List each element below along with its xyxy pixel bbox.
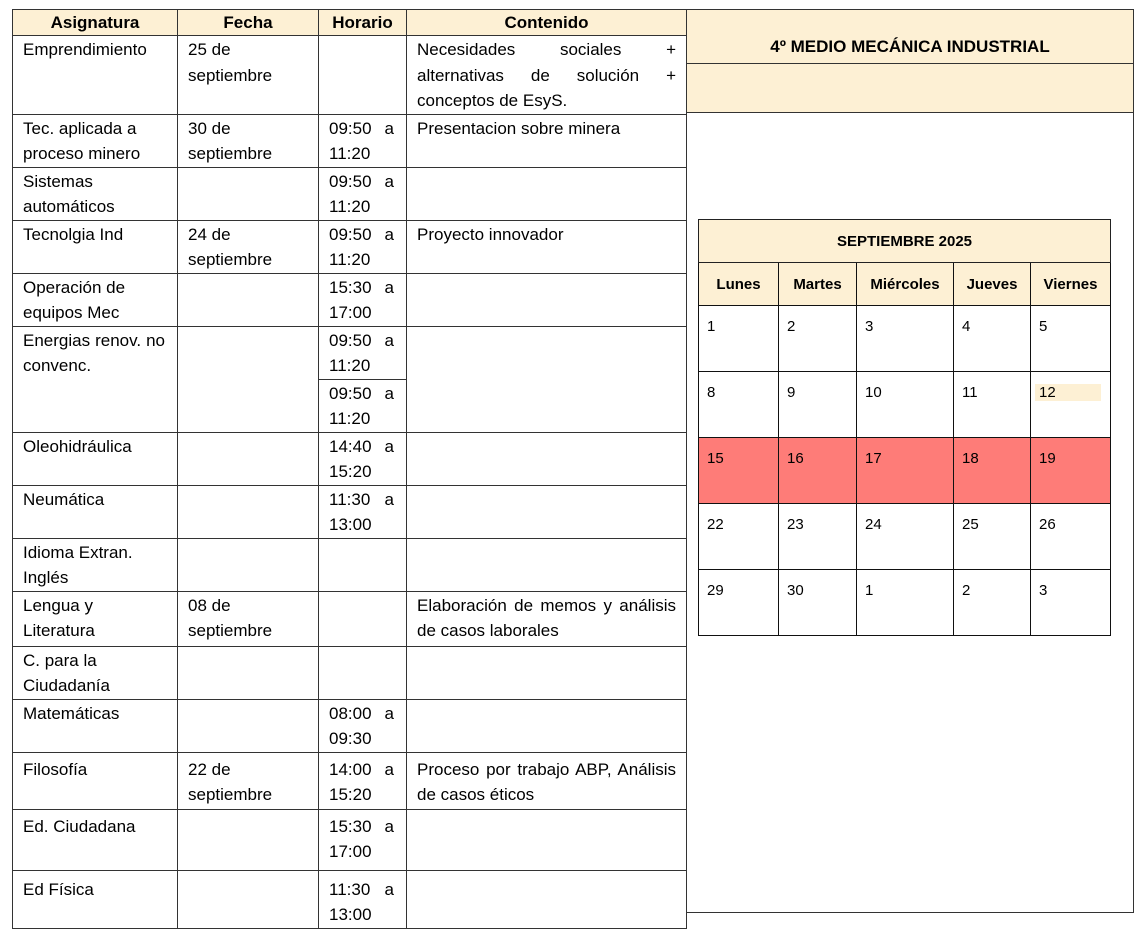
cell-fecha <box>178 646 319 699</box>
calendar-day: 1 <box>857 570 954 636</box>
schedule-table <box>12 9 687 929</box>
cell-contenido <box>407 538 687 591</box>
cell-contenido: Presentacion sobre minera <box>407 114 687 167</box>
cell-contenido <box>407 485 687 538</box>
table-row <box>13 591 687 646</box>
calendar-day: 17 <box>857 438 954 504</box>
calendar-week-2 <box>699 372 1111 438</box>
cell-contenido: Elaboración de memos y análisis de casos laborales <box>407 591 687 646</box>
calendar-day: 30 <box>779 570 857 636</box>
cell-fecha: 25 de septiembre <box>178 36 319 115</box>
cell-horario-2: 09:50 a 11:20 <box>319 379 407 432</box>
cell-horario: 11:30 a 13:00 <box>319 485 407 538</box>
calendar-day: 5 <box>1031 306 1111 372</box>
dayname-jueves: Jueves <box>954 263 1031 306</box>
calendar-day: 25 <box>954 504 1031 570</box>
cell-fecha: 08 de septiembre <box>178 591 319 646</box>
cell-horario: 09:50 a 11:20 <box>319 114 407 167</box>
cell-asignatura: Tec. aplicada a proceso minero <box>13 114 178 167</box>
marked-day-label: 12 <box>1035 384 1101 401</box>
table-row <box>13 432 687 485</box>
cell-asignatura: C. para la Ciudadanía <box>13 646 178 699</box>
calendar-day: 10 <box>857 372 954 438</box>
header-asignatura: Asignatura <box>13 10 178 36</box>
calendar-title: SEPTIEMBRE 2025 <box>699 220 1111 263</box>
calendar-day: 19 <box>1031 438 1111 504</box>
cell-asignatura: Lengua y Literatura <box>13 591 178 646</box>
calendar-day: 23 <box>779 504 857 570</box>
cell-asignatura: Tecnolgia Ind <box>13 220 178 273</box>
frame-bottom-border <box>686 912 1134 913</box>
cell-horario: 09:50 a 11:20 <box>319 326 407 379</box>
cell-horario: 15:30 a 17:00 <box>319 809 407 870</box>
calendar-table <box>698 219 1111 636</box>
cell-contenido: Proceso por trabajo ABP, Análisis de casos éticos <box>407 752 687 809</box>
cell-contenido <box>407 167 687 220</box>
calendar-day-marked <box>1031 372 1111 438</box>
cell-fecha: 30 de septiembre <box>178 114 319 167</box>
calendar-day: 15 <box>699 438 779 504</box>
title-divider <box>687 63 1133 64</box>
cell-asignatura: Emprendimiento <box>13 36 178 115</box>
calendar-week-3-highlighted <box>699 438 1111 504</box>
calendar-day: 4 <box>954 306 1031 372</box>
cell-fecha <box>178 699 319 752</box>
calendar-week-1 <box>699 306 1111 372</box>
calendar-day: 24 <box>857 504 954 570</box>
table-row <box>13 220 687 273</box>
table-row <box>13 699 687 752</box>
course-title-box <box>686 9 1134 113</box>
cell-horario: 11:30 a 13:00 <box>319 870 407 928</box>
cell-fecha: 22 de septiembre <box>178 752 319 809</box>
calendar-day: 1 <box>699 306 779 372</box>
calendar-day: 2 <box>779 306 857 372</box>
header-fecha: Fecha <box>178 10 319 36</box>
frame-right-border <box>1133 113 1134 913</box>
calendar-week-4 <box>699 504 1111 570</box>
table-row <box>13 538 687 591</box>
cell-contenido <box>407 646 687 699</box>
cell-horario <box>319 591 407 646</box>
table-row <box>13 870 687 928</box>
cell-horario: 09:50 a 11:20 <box>319 167 407 220</box>
cell-horario: 14:00 a 15:20 <box>319 752 407 809</box>
cell-contenido <box>407 273 687 326</box>
calendar-day: 11 <box>954 372 1031 438</box>
table-row <box>13 36 687 115</box>
cell-fecha <box>178 326 319 432</box>
calendar-day: 22 <box>699 504 779 570</box>
dayname-martes: Martes <box>779 263 857 306</box>
table-row <box>13 167 687 220</box>
cell-asignatura: Ed Física <box>13 870 178 928</box>
cell-horario <box>319 36 407 115</box>
table-row <box>13 485 687 538</box>
cell-fecha <box>178 538 319 591</box>
calendar-day: 8 <box>699 372 779 438</box>
cell-horario: 14:40 a 15:20 <box>319 432 407 485</box>
dayname-miercoles: Miércoles <box>857 263 954 306</box>
cell-contenido <box>407 870 687 928</box>
dayname-lunes: Lunes <box>699 263 779 306</box>
calendar-day: 3 <box>1031 570 1111 636</box>
cell-asignatura: Neumática <box>13 485 178 538</box>
schedule-header-row <box>13 10 687 36</box>
cell-horario <box>319 538 407 591</box>
cell-contenido <box>407 432 687 485</box>
header-contenido: Contenido <box>407 10 687 36</box>
course-title: 4º MEDIO MECÁNICA INDUSTRIAL <box>770 37 1050 56</box>
cell-fecha <box>178 167 319 220</box>
table-row <box>13 752 687 809</box>
dayname-viernes: Viernes <box>1031 263 1111 306</box>
cell-asignatura: Sistemas automáticos <box>13 167 178 220</box>
cell-contenido: Necesidades sociales + alternativas de solución + conceptos de EsyS. <box>407 36 687 115</box>
cell-asignatura: Operación de equipos Mec <box>13 273 178 326</box>
cell-asignatura: Ed. Ciudadana <box>13 809 178 870</box>
header-horario: Horario <box>319 10 407 36</box>
cell-fecha <box>178 273 319 326</box>
cell-asignatura: Matemáticas <box>13 699 178 752</box>
calendar-day: 16 <box>779 438 857 504</box>
cell-horario: 09:50 a 11:20 <box>319 220 407 273</box>
cell-asignatura: Energias renov. no convenc. <box>13 326 178 432</box>
cell-fecha <box>178 809 319 870</box>
cell-horario: 15:30 a 17:00 <box>319 273 407 326</box>
calendar-day: 9 <box>779 372 857 438</box>
cell-asignatura: Filosofía <box>13 752 178 809</box>
table-row <box>13 114 687 167</box>
calendar-week-5 <box>699 570 1111 636</box>
cell-contenido <box>407 699 687 752</box>
cell-fecha: 24 de septiembre <box>178 220 319 273</box>
calendar-day: 26 <box>1031 504 1111 570</box>
calendar-day: 29 <box>699 570 779 636</box>
cell-fecha <box>178 485 319 538</box>
calendar-day: 18 <box>954 438 1031 504</box>
cell-fecha <box>178 870 319 928</box>
table-row <box>13 646 687 699</box>
cell-asignatura: Oleohidráulica <box>13 432 178 485</box>
cell-contenido <box>407 326 687 432</box>
calendar-title-row <box>699 220 1111 263</box>
table-row <box>13 809 687 870</box>
table-row <box>13 273 687 326</box>
cell-contenido <box>407 809 687 870</box>
cell-contenido: Proyecto innovador <box>407 220 687 273</box>
calendar-day: 3 <box>857 306 954 372</box>
cell-fecha <box>178 432 319 485</box>
cell-horario <box>319 646 407 699</box>
cell-asignatura: Idioma Extran. Inglés <box>13 538 178 591</box>
cell-horario: 08:00 a 09:30 <box>319 699 407 752</box>
calendar-day: 2 <box>954 570 1031 636</box>
table-row <box>13 326 687 379</box>
calendar-daynames-row <box>699 263 1111 306</box>
